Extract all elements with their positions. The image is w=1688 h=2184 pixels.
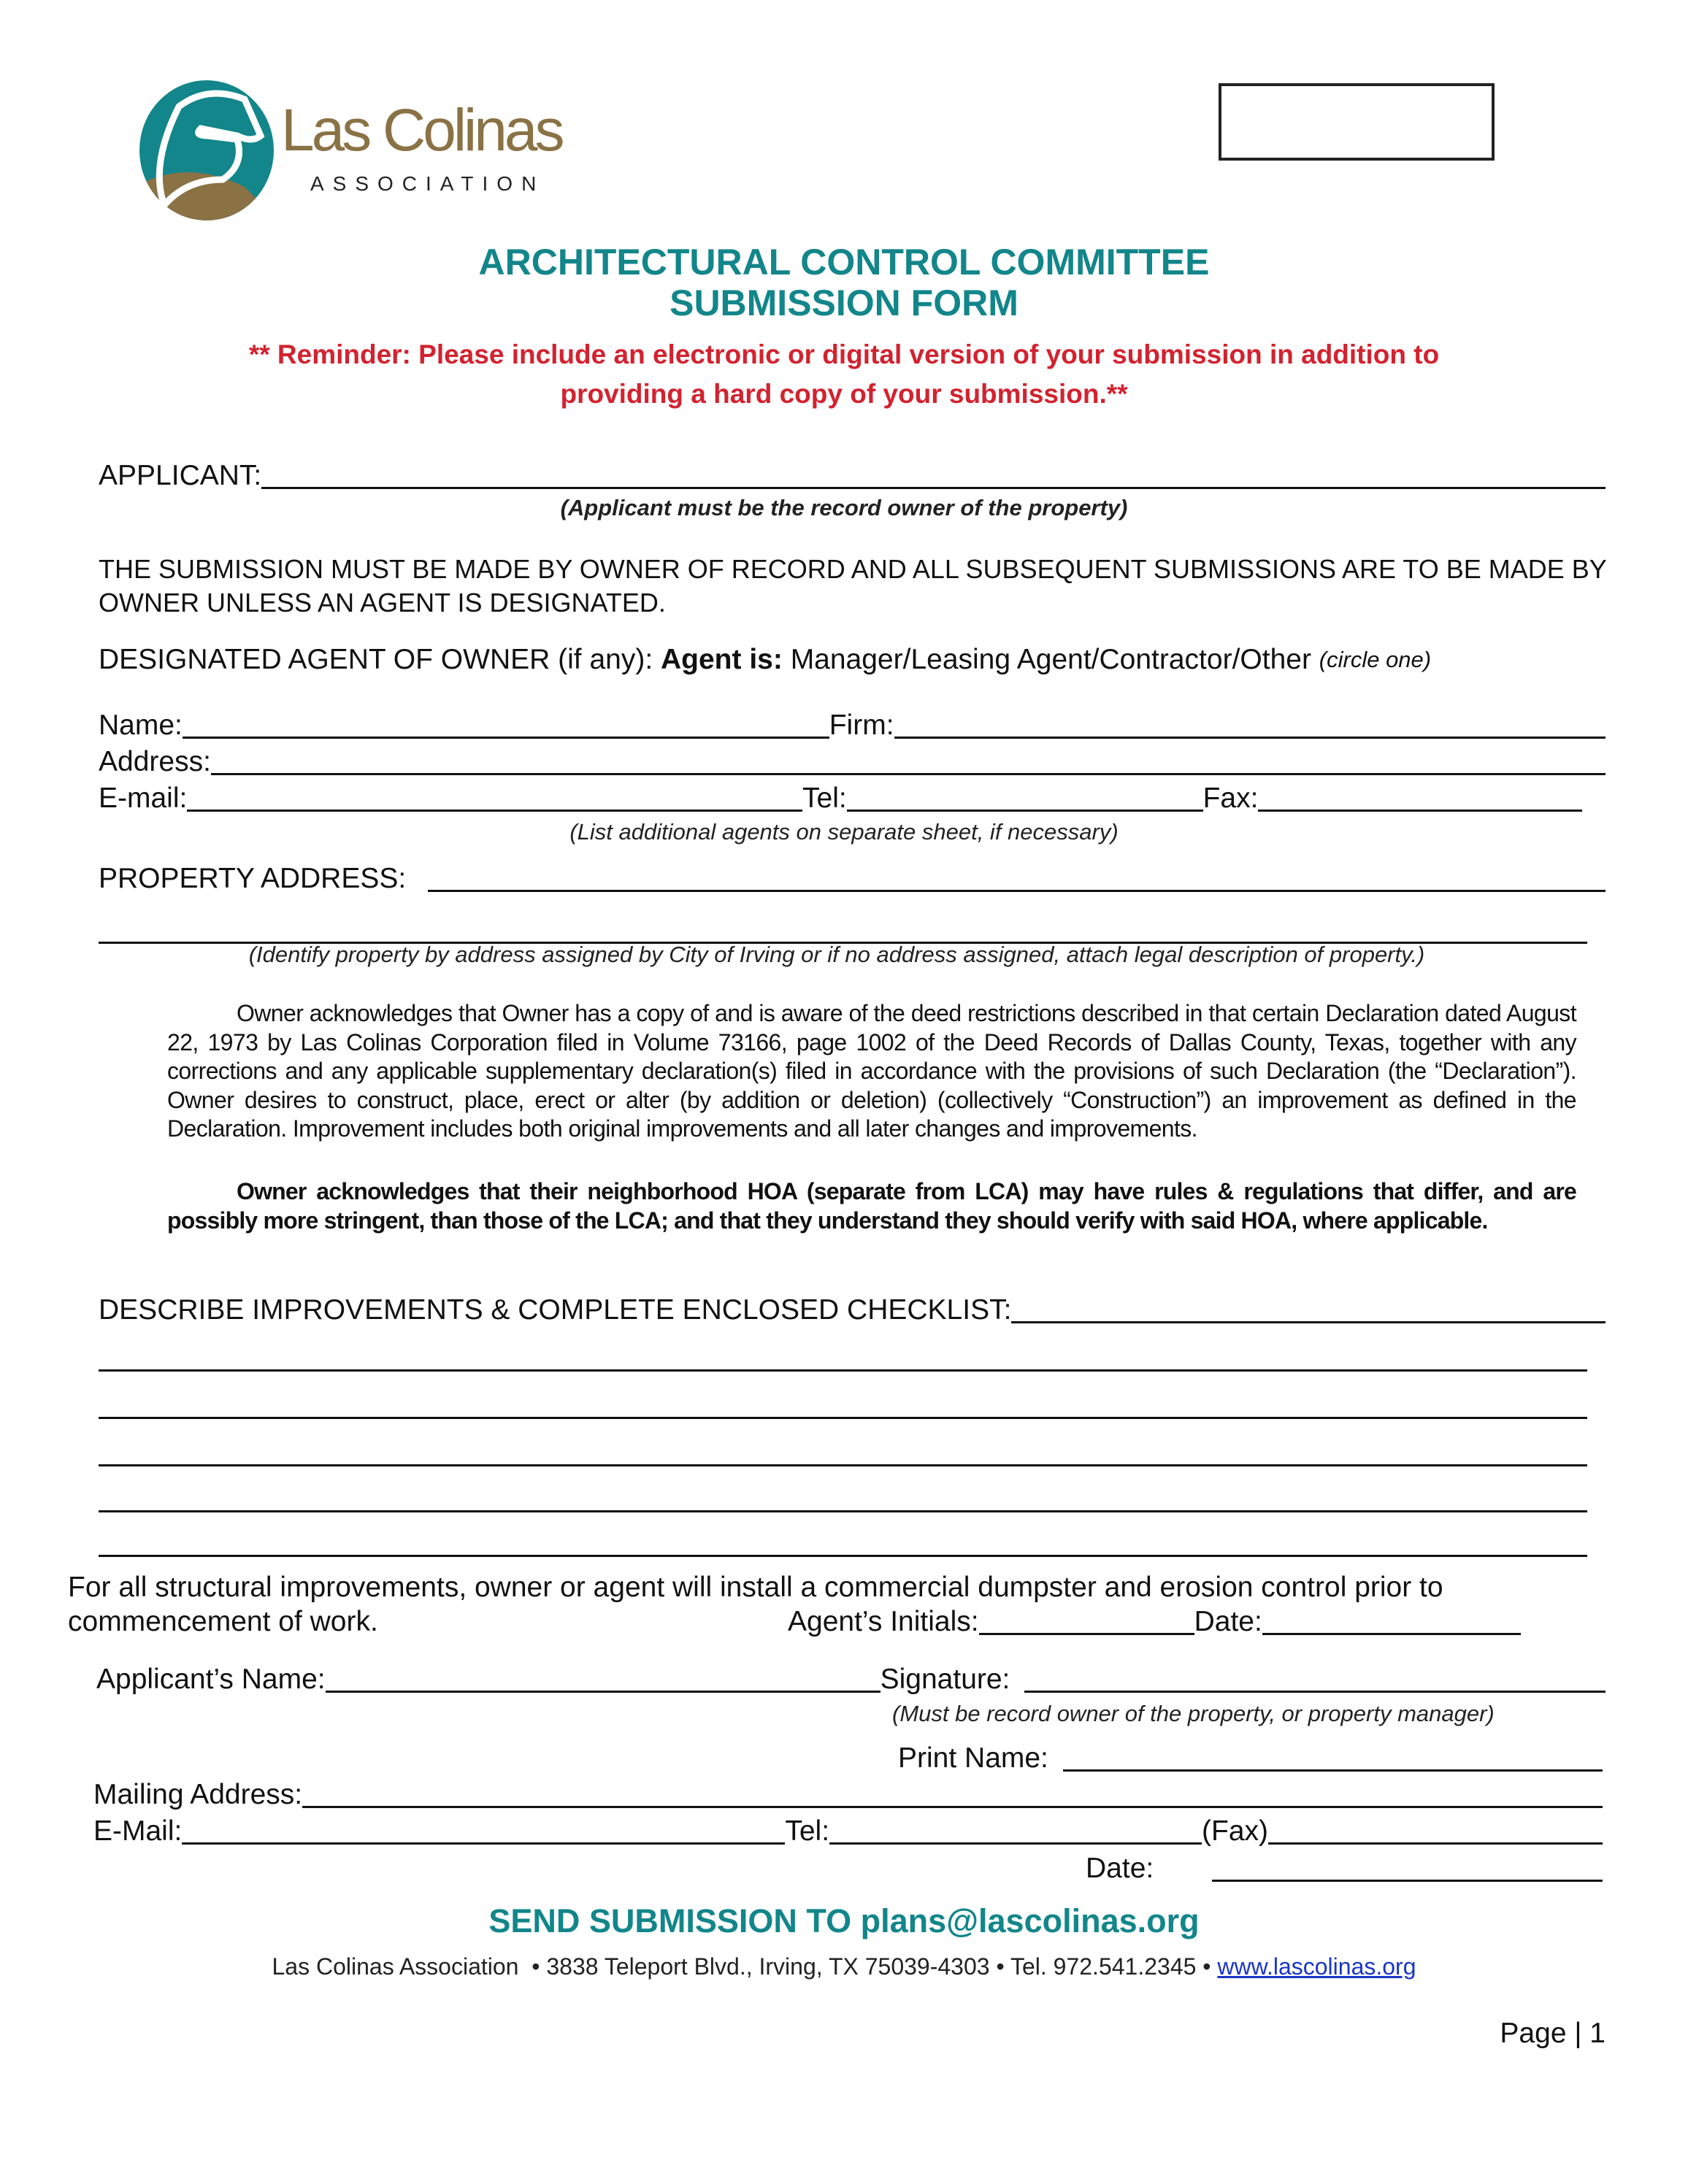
agent-name-firm-row [99, 710, 1605, 742]
agent-email-label: E-mail: [99, 783, 188, 814]
agent-tel-label: Tel: [802, 783, 847, 814]
applicant-label: APPLICANT: [99, 460, 262, 491]
improvements-row [99, 1294, 1605, 1326]
agent-contact-row [99, 783, 1582, 815]
applicant-field[interactable] [99, 460, 1605, 492]
agent-firm-label: Firm: [829, 710, 894, 741]
applicant-note: (Applicant must be the record owner of the property) [560, 495, 1128, 520]
additional-agents-note: (List additional agents on separate sheet, if necessary) [569, 819, 1119, 845]
form-title-line2: SUBMISSION FORM [670, 282, 1018, 323]
applicant-tel-label: Tel: [785, 1815, 830, 1847]
improvements-line[interactable] [99, 1555, 1587, 1557]
horse-logo-icon [135, 77, 281, 223]
property-address-input[interactable] [428, 864, 1605, 892]
page-number: Page | 1 [1500, 2018, 1605, 2049]
submission-notice [99, 553, 1607, 620]
property-address-label: PROPERTY ADDRESS: [99, 863, 407, 894]
structural-notice: For all structural improvements, owner or agent will install a commercial dumpster and erosion control prior to [68, 1572, 1443, 1603]
agent-name-label: Name: [99, 710, 183, 741]
send-submission-to: SEND SUBMISSION TO plans@lascolinas.org [488, 1902, 1200, 1939]
applicant-name-label: Applicant’s Name: [96, 1664, 326, 1695]
initials-date-input[interactable] [1262, 1607, 1521, 1635]
reminder-line2: providing a hard copy of your submission.** [560, 379, 1128, 409]
print-name-input[interactable] [1063, 1743, 1603, 1772]
agent-tel-input[interactable] [847, 783, 1203, 812]
initials-date-label: Date: [1194, 1606, 1262, 1637]
improvements-label: DESCRIBE IMPROVEMENTS & COMPLETE ENCLOSED CHECKLIST: [99, 1294, 1012, 1326]
agent-initials-input[interactable] [979, 1607, 1194, 1635]
applicant-email-label: E-Mail: [93, 1815, 183, 1847]
applicant-name-signature-row [96, 1664, 1605, 1696]
applicant-date-label: Date: [1086, 1853, 1154, 1884]
property-address-row [99, 863, 1605, 895]
agent-address-row [99, 746, 1605, 778]
agent-is-label: Agent is: [661, 644, 783, 675]
hoa-paragraph: Owner acknowledges that their neighborhood HOA (separate from LCA) may have rules & regulations that differ, and are possibly more stringent, than those of the LCA; and that they understand they should verify with said HOA, where applicable. [167, 1178, 1576, 1234]
office-use-box [1219, 83, 1495, 161]
property-note: (Identify property by address assigned by City of Irving or if no address assigned, attach legal description of property.) [248, 942, 1425, 967]
signature-input[interactable] [1024, 1664, 1605, 1693]
submission-notice-line1: THE SUBMISSION MUST BE MADE BY OWNER OF RECORD AND ALL SUBSEQUENT SUBMISSIONS ARE TO BE MADE BY [99, 554, 1607, 584]
structural-initials-row [68, 1606, 1521, 1638]
designated-agent-label: DESIGNATED AGENT OF OWNER (if any): [99, 644, 653, 675]
applicant-email-input[interactable] [182, 1816, 785, 1845]
reminder-line1: ** Reminder: Please include an electronic or digital version of your submission in addition to [248, 339, 1440, 369]
applicant-contact-row [93, 1815, 1603, 1847]
agent-fax-label: Fax: [1202, 783, 1259, 814]
signature-note: (Must be record owner of the property, or property manager) [892, 1701, 1495, 1726]
signature-label: Signature: [880, 1664, 1010, 1695]
agent-email-input[interactable] [187, 783, 802, 812]
improvements-input[interactable] [1011, 1295, 1605, 1323]
structural-notice-line2: commencement of work. [68, 1606, 378, 1637]
mailing-address-row [93, 1779, 1603, 1811]
acknowledgement-paragraph: Owner acknowledges that Owner has a copy of and is aware of the deed restrictions described in that certain Declaration dated August 22, 1973 by Las Colinas Corporation filed in Volume 73166, page 1002 of the Deed Records of Dallas County, Texas, together with any corrections and any applicable supplementary declaration(s) filed in accordance with the provisions of such Declaration (the “Declaration”). Owner desires to construct, place, erect or alter (by addition or deletion) (collectively “Construction”) an improvement as defined in the Declaration. Improvement includes both original improvements and all later changes and improvements. [167, 1000, 1576, 1142]
improvements-line[interactable] [99, 1464, 1587, 1466]
website-link[interactable]: www.lascolinas.org [1217, 1953, 1416, 1980]
applicant-date-input[interactable] [1212, 1853, 1603, 1882]
designated-agent-row [99, 644, 1431, 676]
print-name-label: Print Name: [898, 1742, 1048, 1774]
improvements-line[interactable] [99, 1369, 1587, 1372]
agent-type-options[interactable]: Manager/Leasing Agent/Contractor/Other [790, 644, 1311, 675]
improvements-line[interactable] [99, 1417, 1587, 1419]
agent-initials-label: Agent’s Initials: [788, 1606, 979, 1637]
logo-subtitle: ASSOCIATION [310, 172, 545, 195]
applicant-input[interactable] [261, 461, 1605, 489]
footer-contact-info: Las Colinas Association • 3838 Teleport Blvd., Irving, TX 75039-4303 • Tel. 972.541.2345 • [272, 1953, 1218, 1980]
las-colinas-logo [135, 77, 573, 223]
agent-address-label: Address: [99, 746, 211, 777]
improvements-line[interactable] [99, 1510, 1587, 1512]
form-title-line1: ARCHITECTURAL CONTROL COMMITTEE [478, 242, 1210, 282]
agent-address-input[interactable] [211, 747, 1605, 775]
applicant-fax-input[interactable] [1268, 1816, 1603, 1845]
mailing-address-input[interactable] [302, 1780, 1603, 1808]
footer-address [0, 1952, 1688, 1981]
agent-name-input[interactable] [183, 710, 829, 739]
logo-name: Las Colinas [281, 97, 562, 164]
applicant-date-row [1086, 1853, 1603, 1885]
print-name-row [898, 1742, 1603, 1774]
applicant-name-input[interactable] [326, 1664, 881, 1693]
submission-notice-line2: OWNER UNLESS AN AGENT IS DESIGNATED. [99, 588, 666, 618]
agent-firm-input[interactable] [894, 710, 1605, 739]
applicant-tel-input[interactable] [829, 1816, 1202, 1845]
agent-fax-input[interactable] [1258, 783, 1582, 812]
applicant-fax-label: (Fax) [1202, 1815, 1269, 1847]
circle-one-note: (circle one) [1319, 647, 1432, 672]
mailing-address-label: Mailing Address: [93, 1779, 303, 1810]
